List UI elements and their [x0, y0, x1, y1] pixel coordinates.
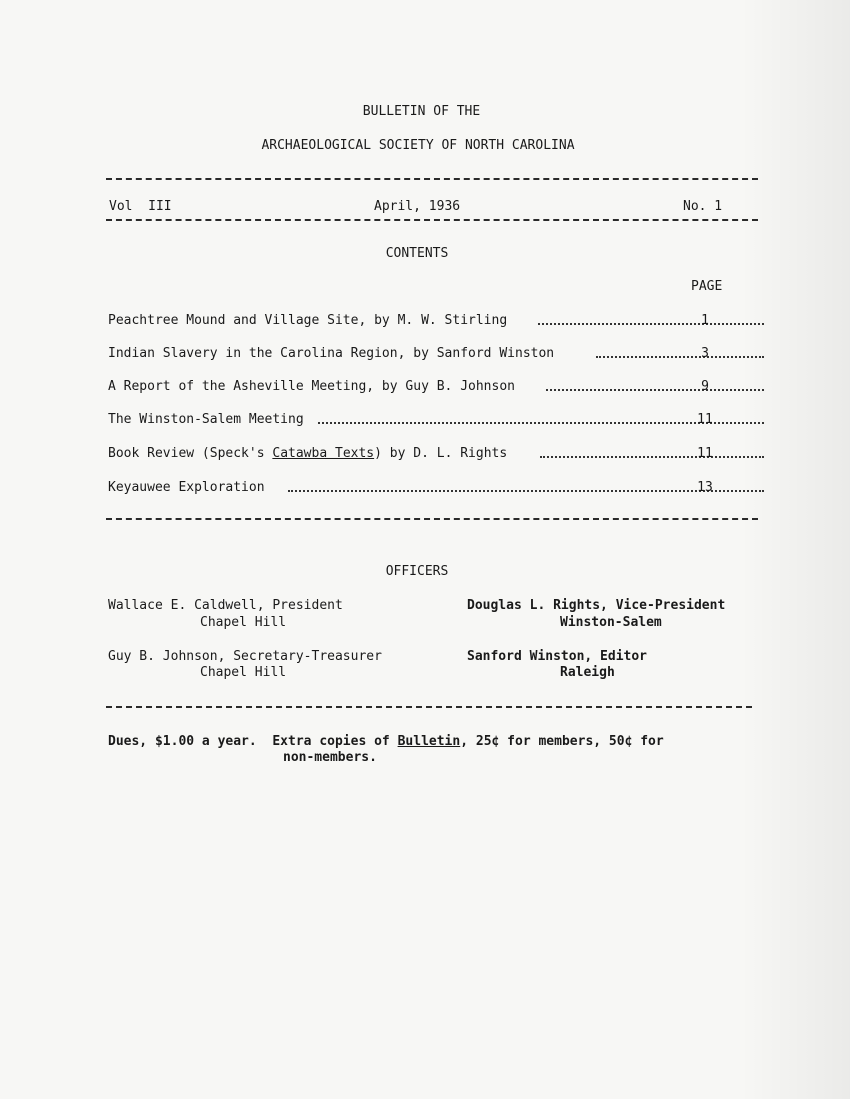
toc-entry-title	[108, 446, 507, 461]
dot-leader	[538, 323, 764, 325]
toc-entry	[108, 480, 728, 496]
page-edge-shading	[740, 0, 850, 1099]
divider-issue	[106, 219, 758, 221]
society-name: ARCHAEOLOGICAL SOCIETY OF NORTH CAROLINA	[261, 138, 575, 153]
dues-text: Dues, $1.00 a year. Extra copies of	[108, 734, 398, 749]
bulletin-title: BULLETIN OF THE	[362, 104, 481, 119]
officer-location: Chapel Hill	[200, 615, 287, 630]
toc-entry	[108, 412, 728, 428]
toc-entry-page: 13	[697, 480, 713, 495]
bulletin-underlined: Bulletin	[397, 734, 461, 749]
officer-name-title: Guy B. Johnson, Secretary-Treasurer	[108, 649, 382, 664]
divider-officers-end	[106, 706, 752, 708]
officer-location: Chapel Hill	[200, 665, 287, 680]
toc-entry	[108, 379, 728, 395]
dot-leader	[546, 389, 764, 391]
officer-location: Winston-Salem	[560, 615, 662, 630]
book-title-underlined: Catawba Texts	[272, 446, 375, 461]
toc-entry-title: Keyauwee Exploration	[108, 480, 265, 495]
toc-entry-title: Peachtree Mound and Village Site, by M. W. Stirling	[108, 313, 508, 328]
officer-location: Raleigh	[560, 665, 615, 680]
toc-entry-page: 1	[701, 313, 709, 328]
dues-line	[108, 735, 664, 748]
toc-entry-title-part: ) by D. L. Rights	[374, 446, 508, 461]
toc-entry	[108, 346, 728, 362]
toc-entry-page: 11	[697, 412, 713, 427]
dues-text: , 25¢ for members, 50¢ for	[460, 734, 664, 749]
dot-leader	[596, 356, 764, 358]
toc-entry-page: 11	[697, 446, 713, 461]
dues-line-continued: non-members.	[283, 750, 377, 765]
dot-leader	[540, 456, 764, 458]
officer-name-title: Wallace E. Caldwell, President	[108, 598, 343, 613]
toc-entry-title: Indian Slavery in the Carolina Region, by Sanford Winston	[108, 346, 555, 361]
toc-entry-title: The Winston-Salem Meeting	[108, 412, 304, 427]
officers-heading: OFFICERS	[385, 564, 449, 579]
toc-entry-title-part: Book Review (Speck's	[108, 446, 273, 461]
divider-contents-end	[106, 518, 758, 520]
toc-entry-title: A Report of the Asheville Meeting, by Guy B. Johnson	[108, 379, 515, 394]
issue-date: April, 1936	[374, 199, 461, 214]
divider-top	[106, 178, 758, 180]
issue-number: No. 1	[683, 199, 723, 214]
toc-entry	[108, 313, 728, 329]
contents-heading: CONTENTS	[385, 246, 449, 261]
officer-name-title: Douglas L. Rights, Vice-President	[467, 598, 726, 613]
volume-label: Vol III	[109, 199, 172, 214]
toc-entry-page: 9	[701, 379, 709, 394]
toc-entry	[108, 446, 728, 462]
toc-entry-page: 3	[701, 346, 709, 361]
page-column-heading: PAGE	[691, 279, 723, 294]
officer-name-title: Sanford Winston, Editor	[467, 649, 648, 664]
